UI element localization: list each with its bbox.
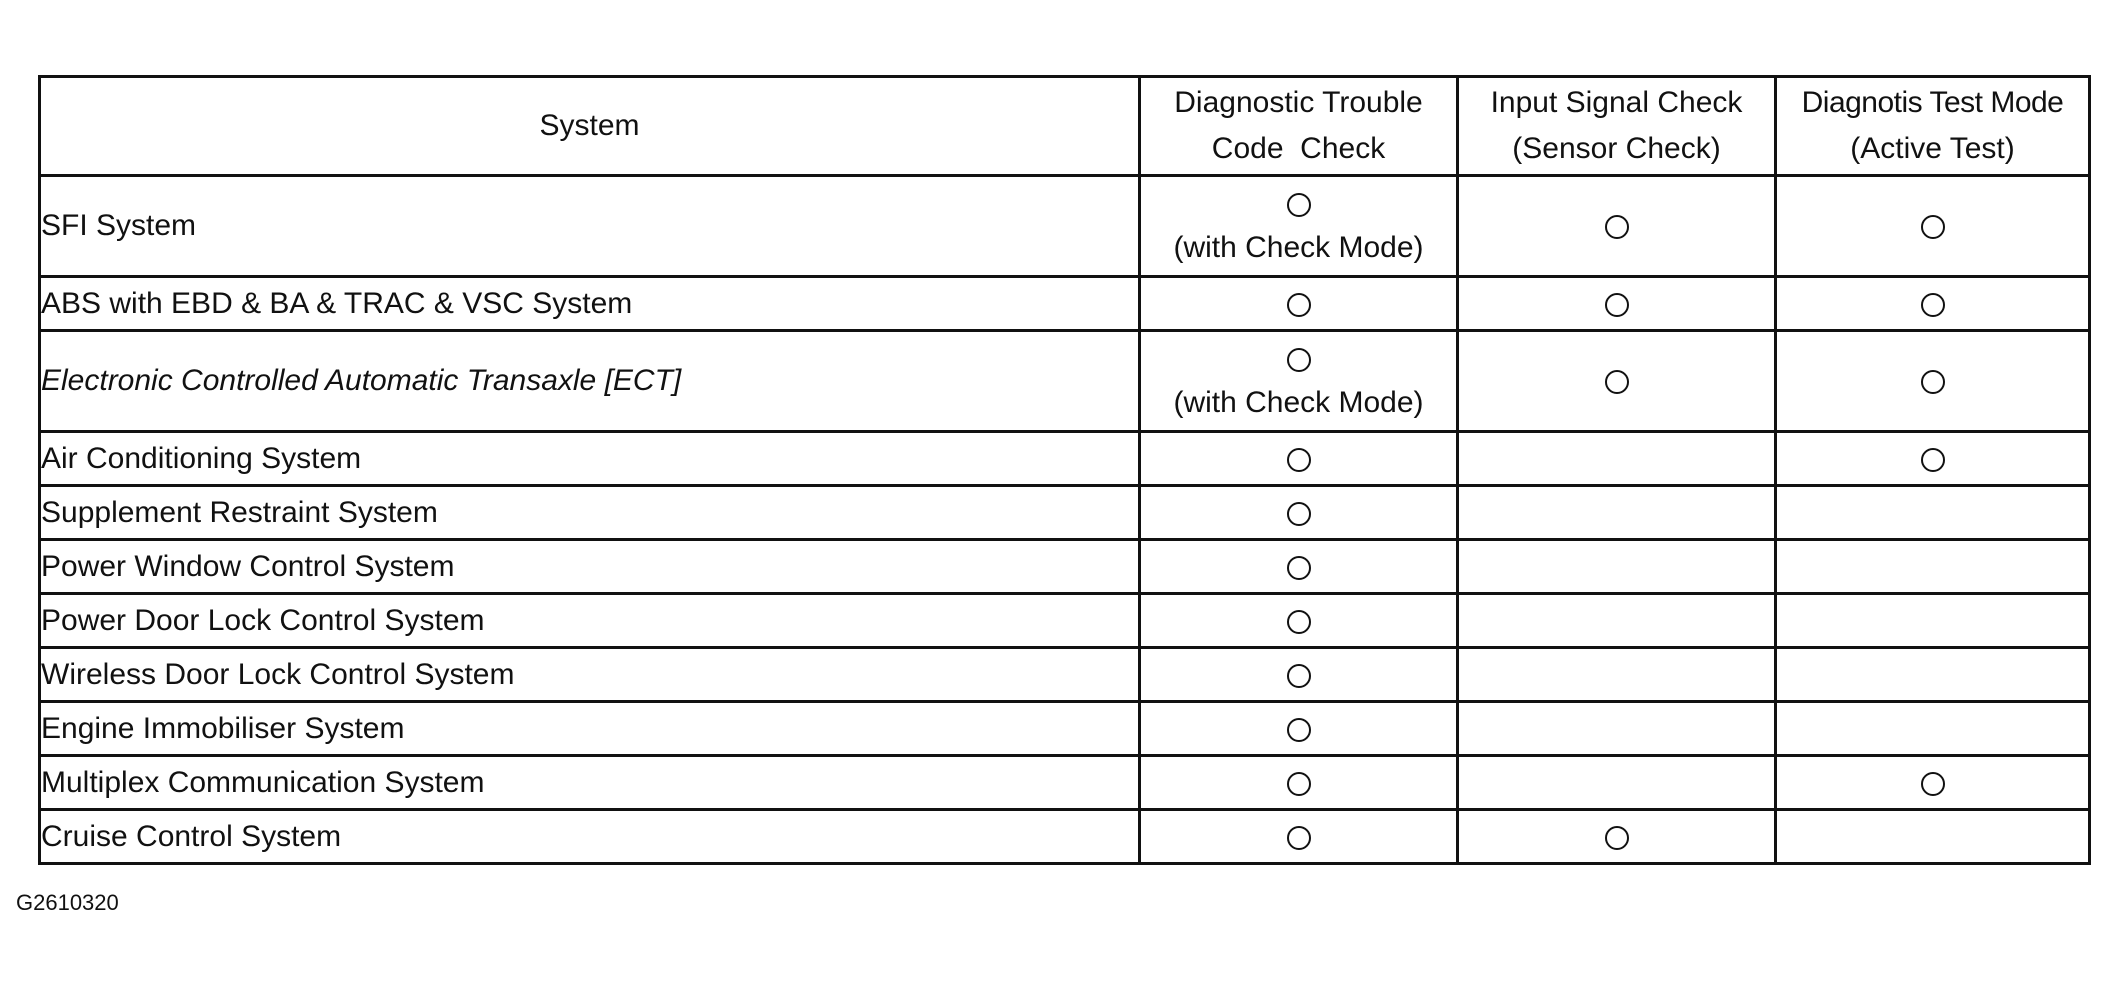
circle-mark-icon [1287, 718, 1311, 742]
active-cell [1776, 540, 2090, 594]
active-cell [1776, 756, 2090, 810]
active-cell [1776, 176, 2090, 277]
dtc-cell [1140, 277, 1458, 331]
mark-wrapper [1141, 281, 1456, 327]
system-name-cell: Cruise Control System [40, 810, 1140, 864]
mark-wrapper [1777, 760, 2088, 806]
header-test-line2: (Active Test) [1850, 132, 2015, 165]
active-cell [1776, 432, 2090, 486]
dtc-cell [1140, 810, 1458, 864]
circle-mark-icon [1921, 370, 1945, 394]
input-cell [1458, 331, 1776, 432]
dtc-cell [1140, 756, 1458, 810]
header-input-line1: Input Signal Check [1490, 86, 1743, 119]
circle-mark-icon [1287, 348, 1311, 372]
check-mode-note: (with Check Mode) [1173, 231, 1424, 264]
table-row [40, 486, 2090, 540]
system-name-cell: Electronic Controlled Automatic Transaxle [ECT] [40, 331, 1140, 432]
dtc-cell [1140, 331, 1458, 432]
dtc-cell [1140, 702, 1458, 756]
dtc-cell [1140, 594, 1458, 648]
table-row [40, 277, 2090, 331]
dtc-cell [1140, 540, 1458, 594]
input-cell [1458, 432, 1776, 486]
mark-wrapper [1459, 281, 1774, 327]
table-body [40, 176, 2090, 864]
header-system-label: System [539, 109, 640, 142]
table-header-row [40, 77, 2090, 176]
active-cell [1776, 331, 2090, 432]
mark-wrapper [1141, 544, 1456, 590]
table-row [40, 432, 2090, 486]
circle-mark-icon [1605, 215, 1629, 239]
circle-mark-icon [1921, 772, 1945, 796]
active-cell [1776, 810, 2090, 864]
mark-wrapper [1141, 652, 1456, 698]
circle-mark-icon [1287, 556, 1311, 580]
check-mode-note: (with Check Mode) [1173, 386, 1424, 419]
table-row [40, 540, 2090, 594]
circle-mark-icon [1287, 448, 1311, 472]
system-name-cell: Engine Immobiliser System [40, 702, 1140, 756]
circle-mark-icon [1921, 215, 1945, 239]
header-system [40, 77, 1140, 176]
active-cell [1776, 702, 2090, 756]
header-dtc-line2: Code Check [1211, 132, 1386, 165]
system-name-cell: Wireless Door Lock Control System [40, 648, 1140, 702]
mark-wrapper [1777, 359, 2088, 403]
dtc-cell [1140, 486, 1458, 540]
system-name-cell: ABS with EBD & BA & TRAC & VSC System [40, 277, 1140, 331]
mark-wrapper [1141, 490, 1456, 536]
mark-wrapper [1141, 760, 1456, 806]
mark-wrapper [1141, 436, 1456, 482]
input-cell [1458, 810, 1776, 864]
mark-wrapper [1141, 598, 1456, 644]
system-name-cell: Supplement Restraint System [40, 486, 1140, 540]
mark-wrapper [1777, 436, 2088, 482]
circle-mark-icon [1287, 193, 1311, 217]
system-name-cell: Power Door Lock Control System [40, 594, 1140, 648]
mark-wrapper [1141, 814, 1456, 860]
circle-mark-icon [1287, 502, 1311, 526]
diagnosis-table [38, 75, 2091, 865]
dtc-cell [1140, 432, 1458, 486]
system-name-cell: SFI System [40, 176, 1140, 277]
input-cell [1458, 486, 1776, 540]
mark-wrapper [1459, 814, 1774, 860]
input-cell [1458, 540, 1776, 594]
system-name-cell: Air Conditioning System [40, 432, 1140, 486]
header-test-line1: Diagnotis Test Mode [1801, 86, 2064, 119]
circle-mark-icon [1921, 448, 1945, 472]
input-cell [1458, 277, 1776, 331]
table-row [40, 756, 2090, 810]
table-row [40, 648, 2090, 702]
active-cell [1776, 277, 2090, 331]
mark-wrapper [1459, 359, 1774, 403]
header-input-signal-check [1458, 77, 1776, 176]
table-row [40, 331, 2090, 432]
table-row [40, 176, 2090, 277]
circle-mark-icon [1605, 293, 1629, 317]
table-row [40, 702, 2090, 756]
figure-caption: G2610320 [16, 890, 119, 915]
input-cell [1458, 756, 1776, 810]
table-row [40, 594, 2090, 648]
dtc-cell [1140, 176, 1458, 277]
circle-mark-icon [1287, 826, 1311, 850]
active-cell [1776, 594, 2090, 648]
mark-wrapper [1777, 281, 2088, 327]
active-cell [1776, 486, 2090, 540]
system-name-cell: Power Window Control System [40, 540, 1140, 594]
header-dtc-check [1140, 77, 1458, 176]
circle-mark-icon [1287, 610, 1311, 634]
circle-mark-icon [1287, 293, 1311, 317]
input-cell [1458, 594, 1776, 648]
header-active-test [1776, 77, 2090, 176]
dtc-cell [1140, 648, 1458, 702]
circle-mark-icon [1287, 772, 1311, 796]
mark-wrapper [1777, 204, 2088, 248]
mark-wrapper [1141, 182, 1456, 226]
input-cell [1458, 702, 1776, 756]
header-input-line2: (Sensor Check) [1512, 132, 1721, 165]
input-cell [1458, 176, 1776, 277]
active-cell [1776, 648, 2090, 702]
input-cell [1458, 648, 1776, 702]
mark-wrapper [1141, 706, 1456, 752]
circle-mark-icon [1287, 664, 1311, 688]
header-dtc-line1: Diagnostic Trouble [1174, 86, 1423, 119]
circle-mark-icon [1921, 293, 1945, 317]
circle-mark-icon [1605, 826, 1629, 850]
mark-wrapper [1141, 337, 1456, 381]
table-row [40, 810, 2090, 864]
mark-wrapper [1459, 204, 1774, 248]
circle-mark-icon [1605, 370, 1629, 394]
system-name-cell: Multiplex Communication System [40, 756, 1140, 810]
